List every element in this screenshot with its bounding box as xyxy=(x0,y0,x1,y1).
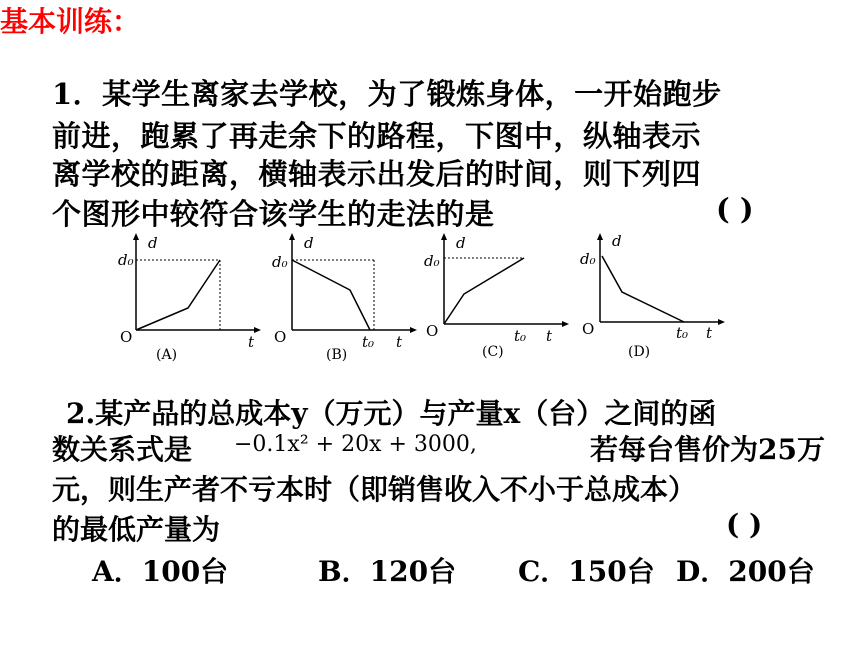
graph-a-t-label: t xyxy=(248,333,255,351)
graph-d-d-arrow-icon xyxy=(597,233,603,240)
question-1-line-3: 离学校的距离，横轴表示出发后的时间，则下列四 xyxy=(52,157,702,191)
graph-d-caption: (D) xyxy=(628,344,651,360)
graph-d-d-label: d xyxy=(612,232,622,250)
graph-a-caption: (A) xyxy=(156,347,178,363)
graph-c-t-label: t xyxy=(546,327,553,345)
graph-a-curve xyxy=(136,260,220,330)
graph-b-t-label: t xyxy=(396,333,403,351)
graph-b-origin-label: O xyxy=(274,328,287,346)
question-2-line-2-suffix: 若每台售价为25万 xyxy=(590,433,825,466)
question-1-line-1: 1．某学生离家去学校，为了锻炼身体，一开始跑步 xyxy=(52,77,722,111)
graph-c-origin-label: O xyxy=(426,322,439,340)
graph-a xyxy=(112,230,262,364)
graph-b-t0-label: t₀ xyxy=(362,333,375,351)
question-1-line-2: 前进，跑累了再走余下的路程，下图中，纵轴表示 xyxy=(52,119,702,153)
graph-a-d0-label: d₀ xyxy=(118,251,134,269)
question-2-line-2-prefix: 数关系式是 xyxy=(52,433,193,466)
graph-d-curve xyxy=(602,256,684,322)
graph-c-d-arrow-icon xyxy=(441,233,447,240)
graph-b xyxy=(268,230,418,364)
cost-formula: −0.1x² + 20x + 3000, xyxy=(234,432,477,457)
graph-d-t-label: t xyxy=(706,324,713,342)
option-a: A．100台 xyxy=(92,555,229,588)
graph-d xyxy=(576,230,726,364)
graph-b-t-arrow-icon xyxy=(410,327,417,333)
graph-a-origin-label: O xyxy=(120,328,133,346)
graph-d-t0-label: t₀ xyxy=(676,324,689,342)
graph-b-d-label: d xyxy=(304,234,314,252)
graph-d-origin-label: O xyxy=(582,320,595,338)
graph-a-t-arrow-icon xyxy=(254,327,261,333)
graph-c xyxy=(420,230,570,364)
graph-b-d-arrow-icon xyxy=(289,233,295,240)
question-1-line-4: 个图形中较符合该学生的走法的是 xyxy=(52,197,495,231)
question-2-line-1: 2.某产品的总成本y（万元）与产量x（台）之间的函 xyxy=(66,397,717,430)
section-heading: 基本训练： xyxy=(0,5,141,38)
graph-c-d0-label: d₀ xyxy=(424,252,440,270)
graph-c-curve xyxy=(444,258,524,324)
graph-c-t-arrow-icon xyxy=(562,321,569,327)
graph-d-svg xyxy=(576,230,726,360)
question-2-line-3: 元，则生产者不亏本时（即销售收入不小于总成本） xyxy=(52,473,697,506)
question-2-answer-blank: ( ) xyxy=(726,508,763,541)
option-d: D．200台 xyxy=(676,555,815,588)
graph-c-d-label: d xyxy=(456,234,466,252)
graph-c-caption: (C) xyxy=(482,344,504,360)
graph-a-d-arrow-icon xyxy=(133,233,139,240)
question-2-line-4: 的最低产量为 xyxy=(52,513,221,546)
question-1-answer-blank: ( ) xyxy=(716,192,754,226)
graph-c-svg xyxy=(420,230,570,360)
graph-b-caption: (B) xyxy=(326,347,348,363)
graph-c-t0-label: t₀ xyxy=(514,327,527,345)
option-b: B．120台 xyxy=(318,555,457,588)
graph-d-t-arrow-icon xyxy=(718,319,725,325)
graph-b-d0-label: d₀ xyxy=(272,253,288,271)
graph-a-svg xyxy=(112,230,262,363)
graph-a-d-label: d xyxy=(148,234,158,252)
graph-d-d0-label: d₀ xyxy=(580,250,596,268)
graph-b-svg xyxy=(268,230,418,363)
option-c: C．150台 xyxy=(518,555,655,588)
graph-b-curve xyxy=(292,260,370,330)
